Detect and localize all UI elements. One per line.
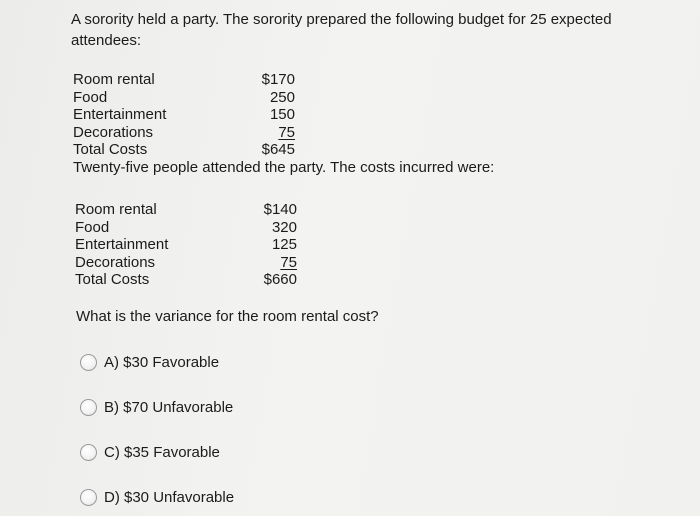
actual-row-total: [75, 271, 305, 289]
budget-amount: 250: [269, 88, 295, 106]
actual-label: Total Costs: [75, 271, 150, 288]
answer-option-a[interactable]: [80, 354, 219, 371]
budget-label: Entertainment: [73, 106, 167, 123]
budget-table: [73, 71, 303, 159]
budget-amount: $645: [261, 141, 295, 158]
answer-option-label: B) $70 Unfavorable: [104, 399, 234, 416]
budget-label: Decorations: [73, 123, 154, 141]
actual-row-room-rental: [75, 201, 305, 219]
budget-label: Room rental: [73, 71, 155, 88]
answer-option-d[interactable]: [80, 489, 234, 506]
actual-amount: $660: [263, 271, 297, 288]
radio-button-icon[interactable]: [80, 399, 97, 416]
actual-intro: Twenty-five people attended the party. The costs incurred were:: [73, 159, 495, 176]
budget-row-room-rental: [73, 71, 303, 89]
radio-button-icon[interactable]: [80, 489, 97, 506]
budget-row-entertainment: [73, 106, 303, 124]
actual-amount: 320: [271, 218, 297, 236]
actual-amount: 125: [271, 236, 297, 253]
answer-option-label: D) $30 Unfavorable: [104, 489, 235, 506]
question-intro: A sorority held a party. The sorority prepared the following budget for 25 expected attendees:: [71, 11, 612, 49]
answer-option-label: A) $30 Favorable: [104, 354, 220, 371]
answer-option-label: C) $35 Favorable: [104, 444, 220, 461]
budget-amount: $170: [261, 71, 295, 88]
answer-option-c[interactable]: [80, 444, 220, 461]
budget-row-food: [73, 89, 303, 107]
actual-label: Decorations: [75, 253, 156, 271]
radio-button-icon[interactable]: [80, 354, 97, 371]
actual-row-food: [75, 219, 305, 237]
budget-label: Total Costs: [73, 141, 148, 158]
actual-label: Food: [75, 218, 110, 236]
actual-table: [75, 201, 305, 289]
budget-row-decorations: [73, 124, 303, 142]
actual-row-entertainment: [75, 236, 305, 254]
budget-amount: 150: [269, 106, 295, 123]
actual-amount: $140: [263, 201, 297, 218]
question-prompt: What is the variance for the room rental cost?: [76, 308, 379, 325]
radio-button-icon[interactable]: [80, 444, 97, 461]
budget-label: Food: [73, 88, 108, 106]
budget-amount: 75: [278, 123, 295, 141]
answer-option-b[interactable]: [80, 399, 233, 416]
actual-row-decorations: [75, 254, 305, 272]
actual-label: Entertainment: [75, 236, 169, 253]
actual-label: Room rental: [75, 201, 157, 218]
actual-amount: 75: [280, 253, 297, 271]
budget-row-total: [73, 141, 303, 159]
